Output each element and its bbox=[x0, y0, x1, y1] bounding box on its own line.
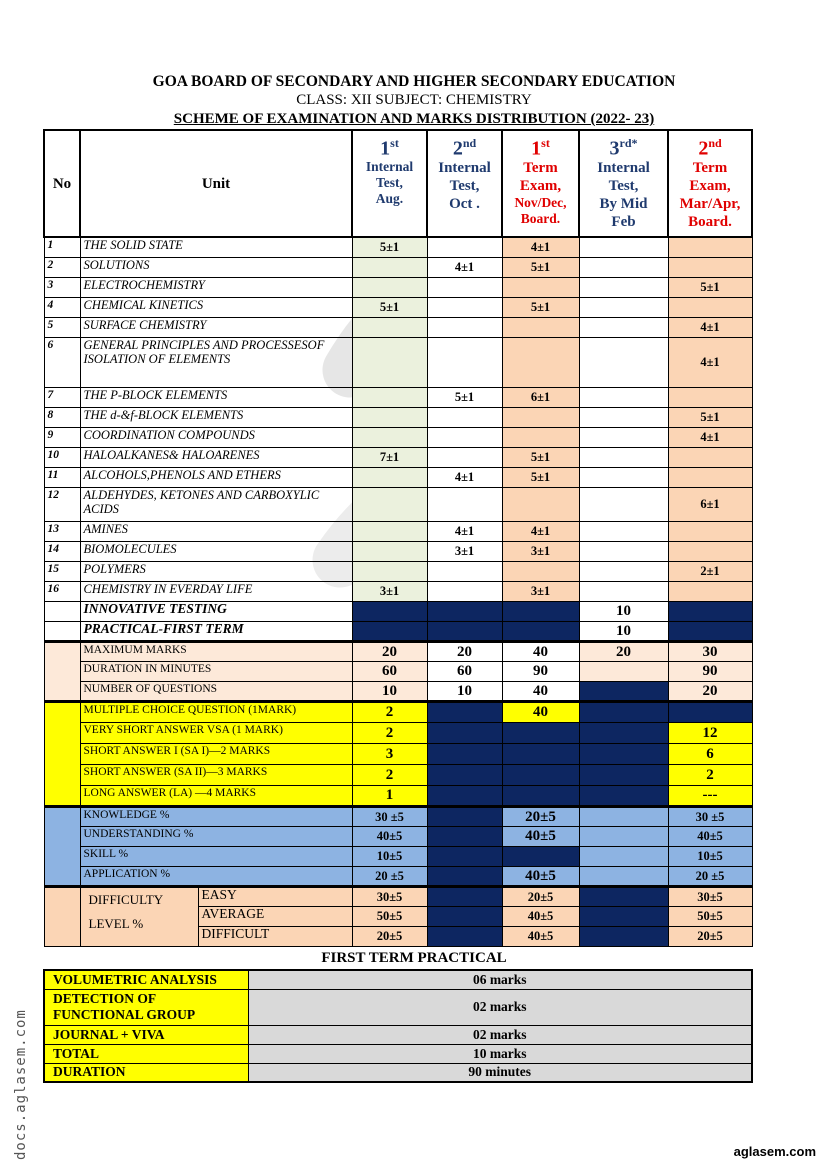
cell-first-internal: 20 bbox=[352, 641, 427, 661]
cell-first-internal: 1 bbox=[352, 785, 427, 806]
cell-second-internal bbox=[427, 407, 502, 427]
cell-second-term: 20±5 bbox=[668, 926, 752, 946]
cell-second-internal bbox=[427, 427, 502, 447]
cell-second-term bbox=[668, 521, 752, 541]
difficulty-row bbox=[44, 886, 752, 906]
cell-third-internal bbox=[579, 906, 668, 926]
cell-first-term: 3±1 bbox=[502, 541, 579, 561]
difficulty-label-line2: LEVEL % bbox=[88, 915, 144, 931]
cell-first-internal bbox=[352, 521, 427, 541]
cell-third-internal: 10 bbox=[579, 601, 668, 621]
cell-third-internal bbox=[579, 317, 668, 337]
cell-second-internal bbox=[427, 277, 502, 297]
cell-second-internal: 4±1 bbox=[427, 257, 502, 277]
unit-name: GENERAL PRINCIPLES AND PROCESSESOF ISOLATION OF ELEMENTS bbox=[80, 337, 352, 387]
cell-second-term: 10±5 bbox=[668, 846, 752, 866]
question-side bbox=[44, 701, 80, 806]
cell-second-internal bbox=[427, 926, 502, 946]
header-second-term: 2nd Term Exam, Mar/Apr, Board. bbox=[668, 130, 752, 237]
cell-first-term bbox=[502, 427, 579, 447]
table-row bbox=[44, 621, 752, 641]
cell-third-internal bbox=[579, 407, 668, 427]
cell-third-internal bbox=[579, 743, 668, 764]
cell-second-internal bbox=[427, 621, 502, 641]
cell-third-internal bbox=[579, 487, 668, 521]
cell-first-term: 90 bbox=[502, 661, 579, 681]
unit-name: THE SOLID STATE bbox=[80, 237, 352, 257]
cell-first-internal bbox=[352, 601, 427, 621]
cell-third-internal bbox=[579, 257, 668, 277]
question-type-name: SHORT ANSWER (SA II)—3 MARKS bbox=[80, 764, 352, 785]
question-type-row bbox=[44, 722, 752, 743]
cell-first-term: 4±1 bbox=[502, 521, 579, 541]
cell-third-internal bbox=[579, 467, 668, 487]
cell-second-internal bbox=[427, 581, 502, 601]
table-row bbox=[44, 467, 752, 487]
cell-first-internal bbox=[352, 541, 427, 561]
cell-second-term bbox=[668, 701, 752, 722]
marks-distribution-table bbox=[43, 129, 753, 947]
cell-first-term: 4±1 bbox=[502, 237, 579, 257]
cell-third-internal bbox=[579, 764, 668, 785]
board-title: GOA BOARD OF SECONDARY AND HIGHER SECONDARY EDUCATION bbox=[152, 73, 676, 90]
table-row bbox=[44, 297, 752, 317]
cell-third-internal bbox=[579, 926, 668, 946]
cell-third-internal bbox=[579, 785, 668, 806]
cell-first-term: 3±1 bbox=[502, 581, 579, 601]
extra-name: PRACTICAL-FIRST TERM bbox=[80, 621, 352, 641]
unit-number: 14 bbox=[44, 541, 80, 561]
cell-second-internal: 5±1 bbox=[427, 387, 502, 407]
cell-second-term: --- bbox=[668, 785, 752, 806]
cell-first-internal bbox=[352, 561, 427, 581]
cell-second-term: 50±5 bbox=[668, 906, 752, 926]
unit-number: 6 bbox=[44, 337, 80, 387]
unit-name: SURFACE CHEMISTRY bbox=[80, 317, 352, 337]
cell-second-internal: 10 bbox=[427, 681, 502, 701]
practical-item: TOTAL bbox=[44, 1044, 248, 1063]
cognitive-name: KNOWLEDGE % bbox=[80, 806, 352, 826]
cell-second-internal bbox=[427, 601, 502, 621]
cell-third-internal bbox=[579, 661, 668, 681]
cell-second-term bbox=[668, 447, 752, 467]
practical-item: VOLUMETRIC ANALYSIS bbox=[44, 970, 248, 989]
header-first-internal: 1st Internal Test, Aug. bbox=[352, 130, 427, 237]
difficulty-name: AVERAGE bbox=[198, 906, 352, 926]
cell-first-term: 5±1 bbox=[502, 257, 579, 277]
cell-first-internal: 30 ±5 bbox=[352, 806, 427, 826]
unit-name: CHEMICAL KINETICS bbox=[80, 297, 352, 317]
cell-first-term: 40±5 bbox=[502, 906, 579, 926]
cell-first-term: 40±5 bbox=[502, 926, 579, 946]
cell-second-term: 4±1 bbox=[668, 337, 752, 387]
cell-first-internal bbox=[352, 277, 427, 297]
cell-second-internal bbox=[427, 237, 502, 257]
table-row bbox=[44, 317, 752, 337]
question-type-name: LONG ANSWER (LA) —4 MARKS bbox=[80, 785, 352, 806]
difficulty-name: DIFFICULT bbox=[198, 926, 352, 946]
practical-value: 90 minutes bbox=[248, 1063, 752, 1082]
unit-number: 10 bbox=[44, 447, 80, 467]
cell-first-term bbox=[502, 846, 579, 866]
cell-second-internal bbox=[427, 297, 502, 317]
class-subject: CLASS: XII SUBJECT: CHEMISTRY bbox=[296, 92, 532, 108]
practical-row bbox=[44, 970, 752, 989]
cell-first-internal: 10 bbox=[352, 681, 427, 701]
cell-first-term: 5±1 bbox=[502, 297, 579, 317]
cell-second-internal bbox=[427, 866, 502, 886]
unit-number: 3 bbox=[44, 277, 80, 297]
table-row bbox=[44, 237, 752, 257]
cell-first-term bbox=[502, 722, 579, 743]
cell-second-internal: 4±1 bbox=[427, 467, 502, 487]
cell-first-internal bbox=[352, 337, 427, 387]
cell-third-internal bbox=[579, 722, 668, 743]
cell-second-term: 6±1 bbox=[668, 487, 752, 521]
summary-row bbox=[44, 681, 752, 701]
cell-second-term: 6 bbox=[668, 743, 752, 764]
cell-second-internal bbox=[427, 722, 502, 743]
cell-second-term: 2 bbox=[668, 764, 752, 785]
unit-number: 15 bbox=[44, 561, 80, 581]
cell-third-internal bbox=[579, 581, 668, 601]
cell-third-internal bbox=[579, 521, 668, 541]
cell-third-internal bbox=[579, 337, 668, 387]
cell-second-internal bbox=[427, 785, 502, 806]
cell-first-internal bbox=[352, 407, 427, 427]
unit-name: POLYMERS bbox=[80, 561, 352, 581]
cell-second-term: 4±1 bbox=[668, 427, 752, 447]
cell-first-internal: 2 bbox=[352, 764, 427, 785]
cell-third-internal: 10 bbox=[579, 621, 668, 641]
difficulty-label-line1: DIFFICULTY bbox=[88, 891, 164, 907]
cell-first-internal bbox=[352, 387, 427, 407]
table-row bbox=[44, 277, 752, 297]
cell-second-term bbox=[668, 387, 752, 407]
cell-first-internal: 5±1 bbox=[352, 237, 427, 257]
practical-value: 06 marks bbox=[248, 970, 752, 989]
unit-name: CHEMISTRY IN EVERDAY LIFE bbox=[80, 581, 352, 601]
practical-row bbox=[44, 1044, 752, 1063]
cell-second-internal bbox=[427, 826, 502, 846]
cell-second-internal bbox=[427, 337, 502, 387]
cell-first-internal: 2 bbox=[352, 701, 427, 722]
practical-value: 10 marks bbox=[248, 1044, 752, 1063]
cell-second-internal bbox=[427, 886, 502, 906]
table-row bbox=[44, 337, 752, 387]
practical-item: DURATION bbox=[44, 1063, 248, 1082]
header-no: No bbox=[44, 130, 80, 237]
cell-first-internal: 2 bbox=[352, 722, 427, 743]
cell-first-term: 5±1 bbox=[502, 447, 579, 467]
practical-value: 02 marks bbox=[248, 989, 752, 1025]
cell-second-internal: 4±1 bbox=[427, 521, 502, 541]
cell-third-internal bbox=[579, 237, 668, 257]
cell-first-term: 40 bbox=[502, 701, 579, 722]
cell-third-internal bbox=[579, 846, 668, 866]
cell-second-term: 20 bbox=[668, 681, 752, 701]
cell-third-internal bbox=[579, 541, 668, 561]
empty-cell bbox=[44, 601, 80, 621]
cell-first-term bbox=[502, 487, 579, 521]
cell-first-internal: 3±1 bbox=[352, 581, 427, 601]
summary-name: MAXIMUM MARKS bbox=[80, 641, 352, 661]
difficulty-name: EASY bbox=[198, 886, 352, 906]
unit-number: 8 bbox=[44, 407, 80, 427]
practical-value: 02 marks bbox=[248, 1025, 752, 1044]
table-row bbox=[44, 521, 752, 541]
cell-first-internal: 5±1 bbox=[352, 297, 427, 317]
cell-first-term bbox=[502, 601, 579, 621]
cell-second-term: 4±1 bbox=[668, 317, 752, 337]
cell-first-internal bbox=[352, 427, 427, 447]
question-type-row bbox=[44, 785, 752, 806]
unit-name: ELECTROCHEMISTRY bbox=[80, 277, 352, 297]
cell-third-internal bbox=[579, 681, 668, 701]
unit-name: AMINES bbox=[80, 521, 352, 541]
unit-name: THE d-&f-BLOCK ELEMENTS bbox=[80, 407, 352, 427]
header-first-term: 1st Term Exam, Nov/Dec, Board. bbox=[502, 130, 579, 237]
cognitive-row bbox=[44, 826, 752, 846]
cell-first-term: 40 bbox=[502, 681, 579, 701]
cell-second-term: 5±1 bbox=[668, 277, 752, 297]
table-row bbox=[44, 601, 752, 621]
cell-second-internal: 60 bbox=[427, 661, 502, 681]
unit-number: 7 bbox=[44, 387, 80, 407]
cognitive-row bbox=[44, 806, 752, 826]
cell-third-internal bbox=[579, 866, 668, 886]
unit-name: SOLUTIONS bbox=[80, 257, 352, 277]
unit-number: 4 bbox=[44, 297, 80, 317]
cognitive-row bbox=[44, 866, 752, 886]
unit-number: 13 bbox=[44, 521, 80, 541]
cell-second-term: 30 bbox=[668, 641, 752, 661]
cell-second-internal: 3±1 bbox=[427, 541, 502, 561]
cell-second-internal bbox=[427, 701, 502, 722]
empty-cell bbox=[44, 621, 80, 641]
table-row bbox=[44, 387, 752, 407]
cell-first-internal: 3 bbox=[352, 743, 427, 764]
difficulty-label bbox=[80, 886, 198, 946]
cell-second-internal: 20 bbox=[427, 641, 502, 661]
cell-second-term: 30±5 bbox=[668, 886, 752, 906]
summary-row bbox=[44, 661, 752, 681]
cell-first-term: 5±1 bbox=[502, 467, 579, 487]
cell-second-term bbox=[668, 581, 752, 601]
cell-third-internal bbox=[579, 701, 668, 722]
unit-number: 12 bbox=[44, 487, 80, 521]
cell-first-term bbox=[502, 407, 579, 427]
cell-first-term bbox=[502, 337, 579, 387]
question-type-name: MULTIPLE CHOICE QUESTION (1MARK) bbox=[80, 701, 352, 722]
header-third-internal: $3^{rd*}$ Internal Test, By Mid Feb bbox=[579, 130, 668, 237]
practical-item: JOURNAL + VIVA bbox=[44, 1025, 248, 1044]
cell-first-internal bbox=[352, 317, 427, 337]
side-watermark: docs.aglasem.com bbox=[13, 1009, 29, 1160]
cell-first-internal: 10±5 bbox=[352, 846, 427, 866]
cell-second-term bbox=[668, 621, 752, 641]
cell-second-term bbox=[668, 601, 752, 621]
cell-second-term bbox=[668, 257, 752, 277]
cell-first-term: 40±5 bbox=[502, 866, 579, 886]
cell-second-term: 30 ±5 bbox=[668, 806, 752, 826]
cell-second-internal bbox=[427, 846, 502, 866]
cell-third-internal bbox=[579, 806, 668, 826]
table-row bbox=[44, 257, 752, 277]
cell-second-term: 2±1 bbox=[668, 561, 752, 581]
cell-first-term bbox=[502, 785, 579, 806]
practical-row bbox=[44, 1063, 752, 1082]
summary-name: NUMBER OF QUESTIONS bbox=[80, 681, 352, 701]
cell-third-internal bbox=[579, 387, 668, 407]
cell-second-internal bbox=[427, 906, 502, 926]
cell-first-internal: 20 ±5 bbox=[352, 866, 427, 886]
cognitive-name: UNDERSTANDING % bbox=[80, 826, 352, 846]
table-row bbox=[44, 427, 752, 447]
cell-second-term: 5±1 bbox=[668, 407, 752, 427]
cell-first-term: 40±5 bbox=[502, 826, 579, 846]
scheme-title: SCHEME OF EXAMINATION AND MARKS DISTRIBUTION (2022- 23) bbox=[173, 111, 655, 127]
unit-name: BIOMOLECULES bbox=[80, 541, 352, 561]
cell-third-internal: 20 bbox=[579, 641, 668, 661]
cell-first-internal bbox=[352, 621, 427, 641]
cell-third-internal bbox=[579, 561, 668, 581]
cell-third-internal bbox=[579, 427, 668, 447]
unit-name: ALCOHOLS,PHENOLS AND ETHERS bbox=[80, 467, 352, 487]
practical-row bbox=[44, 1025, 752, 1044]
cell-second-term: 40±5 bbox=[668, 826, 752, 846]
cognitive-side bbox=[44, 806, 80, 886]
table-row bbox=[44, 581, 752, 601]
cell-first-term: 6±1 bbox=[502, 387, 579, 407]
cell-second-term bbox=[668, 541, 752, 561]
question-type-row bbox=[44, 743, 752, 764]
cell-second-term bbox=[668, 297, 752, 317]
unit-name: COORDINATION COMPOUNDS bbox=[80, 427, 352, 447]
cell-second-internal bbox=[427, 764, 502, 785]
cell-first-internal: 40±5 bbox=[352, 826, 427, 846]
cell-first-term: 20±5 bbox=[502, 806, 579, 826]
cell-second-term bbox=[668, 237, 752, 257]
header-second-internal: 2nd Internal Test, Oct . bbox=[427, 130, 502, 237]
table-row bbox=[44, 487, 752, 521]
question-type-name: VERY SHORT ANSWER VSA (1 MARK) bbox=[80, 722, 352, 743]
unit-name: THE P-BLOCK ELEMENTS bbox=[80, 387, 352, 407]
footer-watermark: aglasem.com bbox=[733, 1144, 816, 1159]
cell-first-term bbox=[502, 743, 579, 764]
unit-number: 2 bbox=[44, 257, 80, 277]
summary-side bbox=[44, 641, 80, 701]
practical-row bbox=[44, 989, 752, 1025]
practical-table bbox=[43, 969, 753, 1083]
cell-second-term: 12 bbox=[668, 722, 752, 743]
cell-first-term: 40 bbox=[502, 641, 579, 661]
unit-number: 1 bbox=[44, 237, 80, 257]
header-unit: Unit bbox=[80, 130, 352, 237]
practical-item: DETECTION OF FUNCTIONAL GROUP bbox=[44, 989, 248, 1025]
table-row bbox=[44, 561, 752, 581]
table-row bbox=[44, 407, 752, 427]
cognitive-row bbox=[44, 846, 752, 866]
cell-first-internal bbox=[352, 487, 427, 521]
cell-second-term: 90 bbox=[668, 661, 752, 681]
practical-title: FIRST TERM PRACTICAL bbox=[321, 950, 507, 966]
cell-first-internal: 50±5 bbox=[352, 906, 427, 926]
cell-first-term bbox=[502, 621, 579, 641]
cell-third-internal bbox=[579, 886, 668, 906]
cell-third-internal bbox=[579, 297, 668, 317]
summary-row bbox=[44, 641, 752, 661]
cognitive-name: APPLICATION % bbox=[80, 866, 352, 886]
cell-first-internal: 20±5 bbox=[352, 926, 427, 946]
summary-name: DURATION IN MINUTES bbox=[80, 661, 352, 681]
cell-third-internal bbox=[579, 277, 668, 297]
question-type-row bbox=[44, 701, 752, 722]
cell-first-internal: 7±1 bbox=[352, 447, 427, 467]
cell-second-term bbox=[668, 467, 752, 487]
unit-number: 11 bbox=[44, 467, 80, 487]
cell-third-internal bbox=[579, 447, 668, 467]
question-type-row bbox=[44, 764, 752, 785]
unit-number: 5 bbox=[44, 317, 80, 337]
cell-second-internal bbox=[427, 561, 502, 581]
cell-first-term: 20±5 bbox=[502, 886, 579, 906]
cell-first-term bbox=[502, 317, 579, 337]
cell-first-internal: 60 bbox=[352, 661, 427, 681]
difficulty-side bbox=[44, 886, 80, 946]
cell-second-term: 20 ±5 bbox=[668, 866, 752, 886]
question-type-name: SHORT ANSWER I (SA I)—2 MARKS bbox=[80, 743, 352, 764]
table-row bbox=[44, 541, 752, 561]
cell-second-internal bbox=[427, 447, 502, 467]
cell-second-internal bbox=[427, 806, 502, 826]
extra-name: INNOVATIVE TESTING bbox=[80, 601, 352, 621]
cell-first-internal bbox=[352, 467, 427, 487]
cell-second-internal bbox=[427, 317, 502, 337]
cell-first-term bbox=[502, 277, 579, 297]
cell-first-internal bbox=[352, 257, 427, 277]
cell-first-term bbox=[502, 764, 579, 785]
cell-first-term bbox=[502, 561, 579, 581]
cell-first-internal: 30±5 bbox=[352, 886, 427, 906]
cognitive-name: SKILL % bbox=[80, 846, 352, 866]
unit-number: 9 bbox=[44, 427, 80, 447]
unit-number: 16 bbox=[44, 581, 80, 601]
cell-second-internal bbox=[427, 487, 502, 521]
table-row bbox=[44, 447, 752, 467]
cell-third-internal bbox=[579, 826, 668, 846]
unit-name: ALDEHYDES, KETONES AND CARBOXYLIC ACIDS bbox=[80, 487, 352, 521]
cell-second-internal bbox=[427, 743, 502, 764]
unit-name: HALOALKANES& HALOARENES bbox=[80, 447, 352, 467]
